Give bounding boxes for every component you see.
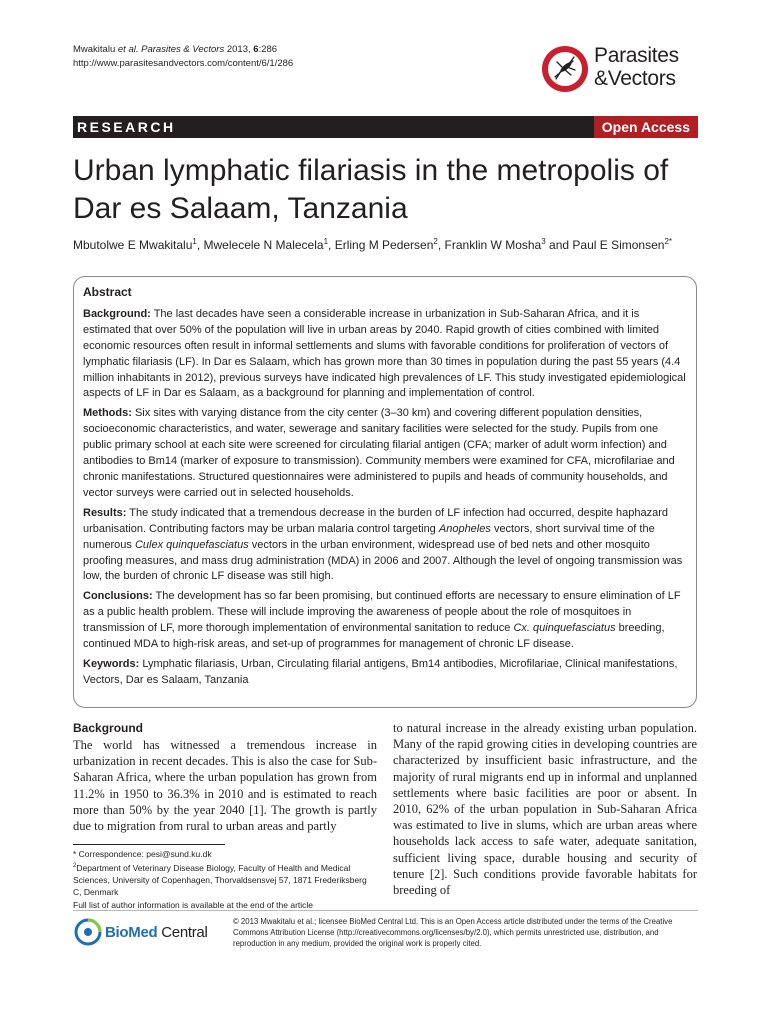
logo-line-1: Parasites: [594, 44, 679, 67]
author-list: Mbutolwe E Mwakitalu$^1$, Mwelecele N Malecela$^1$, Erling M Pedersen$^2$, Franklin W Mosha$^3$ and Paul E Simonsen$^{2*}$: [73, 237, 673, 252]
author-name: Franklin W Mosha: [444, 238, 542, 252]
biomed-swirl-icon: [73, 917, 103, 947]
publisher-name-rest: Central: [157, 924, 208, 941]
footer-divider: [73, 910, 698, 911]
footnotes: [73, 848, 377, 911]
body-column-left: [73, 720, 377, 834]
abstract-keywords: Keywords: Lymphatic filariasis, Urban, Circulating filarial antigens, Bm14 antibodies, Microfilariae, Clinical manifestations, Vectors, Dar es Salaam, Tanzania: [83, 657, 678, 686]
section-banner: [73, 116, 698, 138]
correspondence-note: * Correspondence: pesi@sund.ku.dk: [73, 849, 212, 859]
abstract-box: [73, 276, 697, 708]
mosquito-seal-icon: [540, 44, 590, 94]
author-info-note: Full list of author information is available at the end of the article: [73, 899, 314, 910]
body-column-right: [393, 720, 697, 898]
affiliation-mark: 2: [433, 237, 438, 246]
affiliation-mark: 3: [541, 237, 546, 246]
affiliation-note: $^2$Department of Veterinary Disease Biology, Faculty of Health and Medical Sciences, University of Copenhagen, Thorvaldsensvej 57, 1871 Frederiksberg C, Denmark: [73, 863, 367, 898]
abstract-background: Background: The last decades have seen a considerable increase in urbanization in Sub-Saharan Africa, and it is estimated that over 50% of the population will live in urban areas by 2040. Rapid growth of cities combined with limited economic resources often result in informal settlements and slums with favorable conditions for proliferation of vectors of lymphatic filariasis (LF). In Dar es Salaam, which has grown more than 30 times in population during the past 55 years (4.4 million inhabitants in 2012), previous surveys have indicated high prevalences of LF. This study investigated epidemiological aspects of LF in Dar es Salaam, as a background for planning and implementation of control.: [83, 307, 686, 400]
abstract-heading: Abstract: [83, 285, 132, 299]
affiliation-mark: 1: [192, 237, 197, 246]
abstract-methods: Methods: Six sites with varying distance from the city center (3–30 km) and covering different population densities, socioeconomic characteristics, and water, sewerage and sanitary facilities were selected for the study. Pupils from one public primary school at each site were screened for circulating filarial antigen (CFA; marker of adult worm infection) and antibodies to Bm14 (marker of exposure to transmission). Community members were examined for CFA, microfilariae and chronic manifestations. Structured questionnaires were administered to pupils and heads of community households, and vector surveys were carried out in selected households.: [83, 407, 675, 499]
logo-line-2: &Vectors: [594, 67, 676, 90]
author-name: Paul E Simonsen: [572, 238, 665, 252]
author-name: Mbutolwe E Mwakitalu: [73, 238, 193, 252]
affiliation-mark: 2*: [664, 237, 673, 246]
article-type-label: RESEARCH: [77, 119, 176, 135]
abstract-results: Results: The study indicated that a tremendous decrease in the burden of LF infection had occurred, despite haphazard urbanisation. Contributing factors may be urban malaria control targeting Anopheles vectors, short survival time of the numerous Culex quinquefasciatus vectors in the urban environment, widespread use of bed nets and other mosquito proofing measures, and mass drug administration (MDA) in 2006 and 2007. Although the level of ongoing transmission was low, the burden of chronic LF disease was still high.: [83, 506, 683, 583]
author-name: Mwelecele N Malecela: [203, 238, 324, 252]
section-heading-background: Background: [73, 721, 144, 735]
author-name: Erling M Pedersen: [334, 238, 434, 252]
publisher-name-bold: BioMed: [105, 924, 158, 941]
body-paragraph: to natural increase in the already existing urban population. Many of the rapid growing cities in developing countries are characterized by insufficient basic infrastructure, and the majority of rural migrants end up in informal and unplanned settlements where basic facilities are poor or absent. In 2010, 62% of the urban population in Sub-Saharan Africa was estimated to live in slums, which are urban areas where households lack access to safe water, adequate sanitation, sufficient living space, durable housing and security of tenure [2]. Such conditions provide favorable habitats for breeding of: [393, 721, 697, 898]
license-text: © 2013 Mwakitalu et al.; licensee BioMed Central Ltd. This is an Open Access article distributed under the terms of the Creative Commons Attribution License (http://creativecommons.org/licenses/by/2.0), which permits unrestricted use, distribution, and reproduction in any medium, provided the original work is properly cited.: [233, 917, 673, 949]
abstract-conclusions: Conclusions: The development has so far been promising, but continued efforts are necessary to ensure elimination of LF as a public health problem. These will include improving the awareness of people about the role of mosquitoes in transmission of LF, more thorough implementation of environmental sanitation to reduce Cx. quinquefasciatus breeding, continued MDA to high-risk areas, and set-up of programmes for management of chronic LF disease.: [83, 590, 681, 651]
biomed-central-logo: [73, 917, 218, 947]
open-access-badge: Open Access: [594, 116, 698, 138]
journal-logo: [540, 42, 700, 98]
article-url[interactable]: http://www.parasitesandvectors.com/content/6/1/286: [73, 58, 294, 69]
citation-header: [73, 43, 293, 71]
article-title: Urban lymphatic filariasis in the metropolis of Dar es Salaam, Tanzania: [73, 154, 669, 225]
body-paragraph: The world has witnessed a tremendous increase in urbanization in recent decades. This is also the case for Sub-Saharan Africa, where the urban population has grown from 11.2% in 1950 to 36.3% in 2010 and is estimated to reach more than 50% by the year 2040 [1]. The growth is partly due to migration from rural to urban areas and partly: [73, 738, 377, 834]
citation-line: Mwakitalu et al. Parasites & Vectors 2013, 6:286: [73, 44, 278, 55]
footnote-rule: [73, 844, 225, 845]
affiliation-mark: 1: [323, 237, 329, 246]
